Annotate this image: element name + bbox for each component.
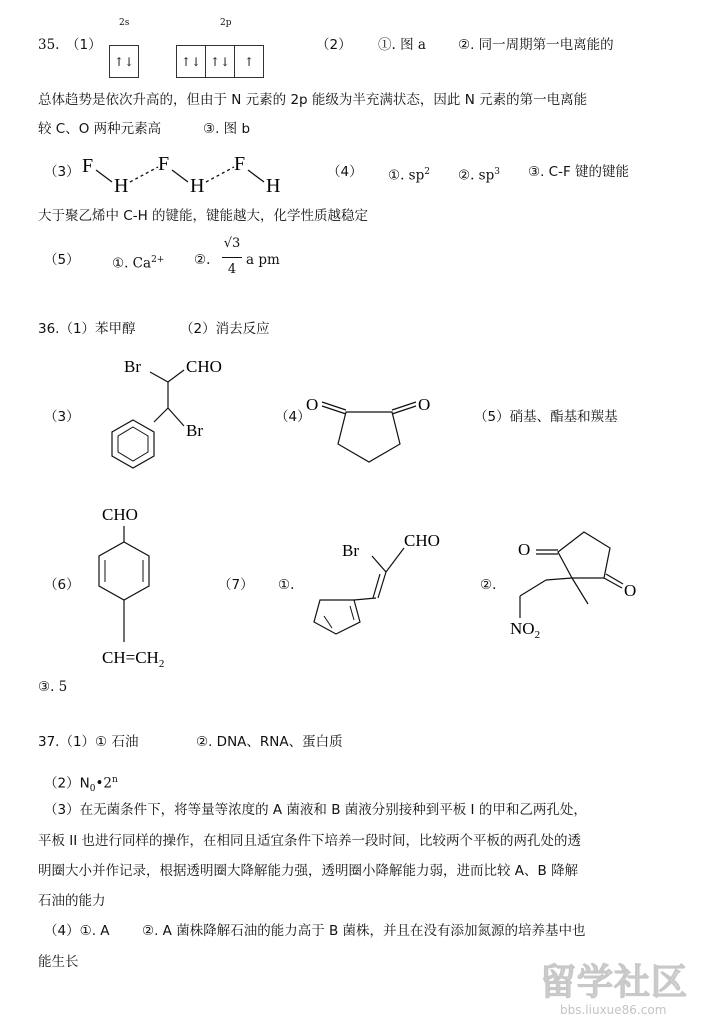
furan-inner-bond — [324, 616, 332, 628]
q36-part7-answer3: ③. 5 — [38, 679, 68, 695]
bond — [168, 370, 184, 382]
structure-vinylbenzaldehyde — [80, 498, 210, 674]
structure-nitro-dione — [500, 520, 660, 650]
fraction-bar — [222, 257, 242, 258]
atom-label: O — [306, 395, 319, 414]
atom-label — [102, 648, 164, 670]
q35-line2: 总体趋势是依次升高的，但由于 N 元素的 2p 能级为半充满状态，因此 N 元素的第一电离能 — [38, 92, 588, 108]
q35-part2-answer2: ②. 同一周期第一电离能的 — [458, 37, 614, 53]
bond — [386, 548, 404, 572]
q36-part3: （3） — [44, 409, 80, 425]
orbital-2p-box — [176, 45, 264, 78]
orbital-2s-label: 2s — [119, 18, 130, 28]
bond — [354, 598, 376, 600]
benzene-inner-ring — [118, 427, 148, 461]
orbital-2p-cell-1: ↑↓ — [177, 46, 206, 77]
bond — [150, 372, 168, 382]
watermark-logo: 留学社区 — [540, 962, 689, 1003]
atom-label: CHO — [186, 357, 222, 376]
orbital-2p-label: 2p — [220, 18, 232, 28]
hbond-atom: H — [266, 175, 281, 196]
q36-part4: （4） — [275, 409, 311, 425]
q36-part7-answer1: ①. — [278, 577, 295, 593]
atom-label: CHO — [102, 505, 138, 524]
orbital-2s-box — [109, 45, 139, 78]
vinyl-group: CH=CH — [102, 648, 159, 667]
hbond-hydrogen-bond — [206, 167, 234, 182]
nitro-subscript: 2 — [534, 629, 541, 641]
bond — [572, 578, 588, 604]
cyclopentane-ring — [558, 532, 610, 578]
q35-line3b: ③. 图 b — [203, 121, 251, 137]
q36-line1b: （2）消去反应 — [180, 321, 270, 337]
bond — [606, 574, 623, 584]
q37-part3-line1: （3）在无菌条件下，将等量等浓度的 A 菌液和 B 菌液分别接种到平板 I 的甲和乙两孔处， — [44, 802, 587, 818]
q35-part5: （5） — [44, 252, 80, 268]
bond — [168, 408, 184, 426]
q37-part4-b: ②. A 菌株降解石油的能力高于 B 菌株，并且在没有添加氮源的培养基中也 — [142, 923, 586, 939]
benzene-ring — [99, 542, 149, 600]
furan-inner-bond — [350, 606, 354, 620]
q35-part4-answer3: ③. C-F 键的键能 — [528, 164, 630, 180]
q35-part4: （4） — [327, 164, 363, 180]
q35-part4-answer2: ②. $sp^3$ — [458, 167, 500, 184]
atom-label: CHO — [404, 531, 440, 550]
q37-part3-line3: 明圈大小并作记录，根据透明圈大降解能力强，透明圈小降解能力弱，进而比较 A、B 降解 — [38, 863, 579, 879]
structure-dibromo-aldehyde — [78, 348, 248, 498]
q37-line1b: ②. DNA、RNA、蛋白质 — [196, 734, 343, 750]
q35-part2: （2） — [316, 37, 352, 53]
q36-part5: （5）硝基、酯基和羰基 — [474, 409, 618, 425]
q36-part7-answer2: ②. — [480, 577, 497, 593]
atom-label — [510, 619, 540, 641]
q35-part1: （1） — [66, 37, 102, 53]
orbital-2p-cell-3: ↑ — [243, 54, 255, 69]
fraction-numerator: √3 — [223, 236, 241, 251]
hbond-atom: H — [114, 175, 129, 196]
q37-part4-line2: 能生长 — [38, 954, 79, 970]
hbond-covalent-bond — [96, 170, 112, 182]
structure-furan-aldehyde — [300, 526, 460, 644]
fraction-denominator: 4 — [227, 262, 237, 277]
bond — [322, 406, 346, 414]
bond — [520, 580, 546, 596]
bond — [604, 578, 622, 588]
q37-part3-line2: 平板 II 也进行同样的操作，在相同且适宜条件下培养一段时间，比较两个平板的两孔处的透 — [38, 833, 582, 849]
orbital-2p-cell-2: ↑↓ — [206, 46, 235, 77]
bond — [392, 402, 416, 410]
bond — [392, 406, 416, 414]
atom-label: Br — [186, 421, 203, 440]
q37-part4-a: （4）①. A — [44, 923, 110, 939]
q35-line5: 大于聚乙烯中 C-H 的键能，键能越大，化学性质越稳定 — [38, 208, 369, 224]
vinyl-subscript: 2 — [158, 658, 165, 670]
q37-part3-line4: 石油的能力 — [38, 893, 106, 909]
hbond-atom: H — [190, 175, 205, 196]
atom-label: Br — [124, 357, 141, 376]
watermark-url: bbs.liuxue86.com — [560, 1003, 667, 1017]
hbond-atom: F — [234, 153, 246, 175]
hydrogen-bond-structure — [78, 148, 298, 196]
q35-number: 35. — [38, 37, 60, 53]
hbond-covalent-bond — [248, 170, 264, 182]
q35-part2-answer1: ①. 图 a — [378, 37, 426, 53]
q37-line2: $(2)N_0•2^n$ — [44, 775, 118, 795]
hbond-atom: F — [82, 155, 94, 177]
atom-label: O — [518, 540, 531, 559]
hbond-covalent-bond — [172, 170, 188, 182]
atom-label: O — [624, 581, 637, 600]
hbond-hydrogen-bond — [130, 167, 158, 182]
hbond-atom: F — [158, 153, 170, 175]
q36-part6: （6） — [44, 577, 80, 593]
q36-line1: 36.（1）苯甲醇 — [38, 321, 136, 337]
q35-line3a: 较 C、O 两种元素高 — [38, 121, 162, 137]
orbital-2s-cell: ↑↓ — [113, 54, 135, 69]
structure-cyclopentanedione — [300, 386, 440, 466]
nitro-group: NO — [510, 619, 535, 638]
q35-part4-answer1: ①. $sp^2$ — [388, 167, 430, 184]
bond — [154, 408, 168, 422]
q35-part5-answer1: ①. $Ca^{2+}$ — [112, 255, 165, 272]
q36-part7: （7） — [218, 577, 254, 593]
bond — [322, 402, 346, 410]
bond — [372, 556, 386, 572]
q35-part3: （3） — [44, 164, 80, 180]
atom-label: O — [418, 395, 431, 414]
q35-part5-unit: a pm — [246, 252, 280, 268]
bond — [546, 578, 572, 580]
q37-line1: 37.（1）① 石油 — [38, 734, 139, 750]
q35-part5-answer2: ②. — [194, 252, 211, 268]
cyclopentane-ring — [338, 412, 400, 462]
atom-label: Br — [342, 541, 359, 560]
